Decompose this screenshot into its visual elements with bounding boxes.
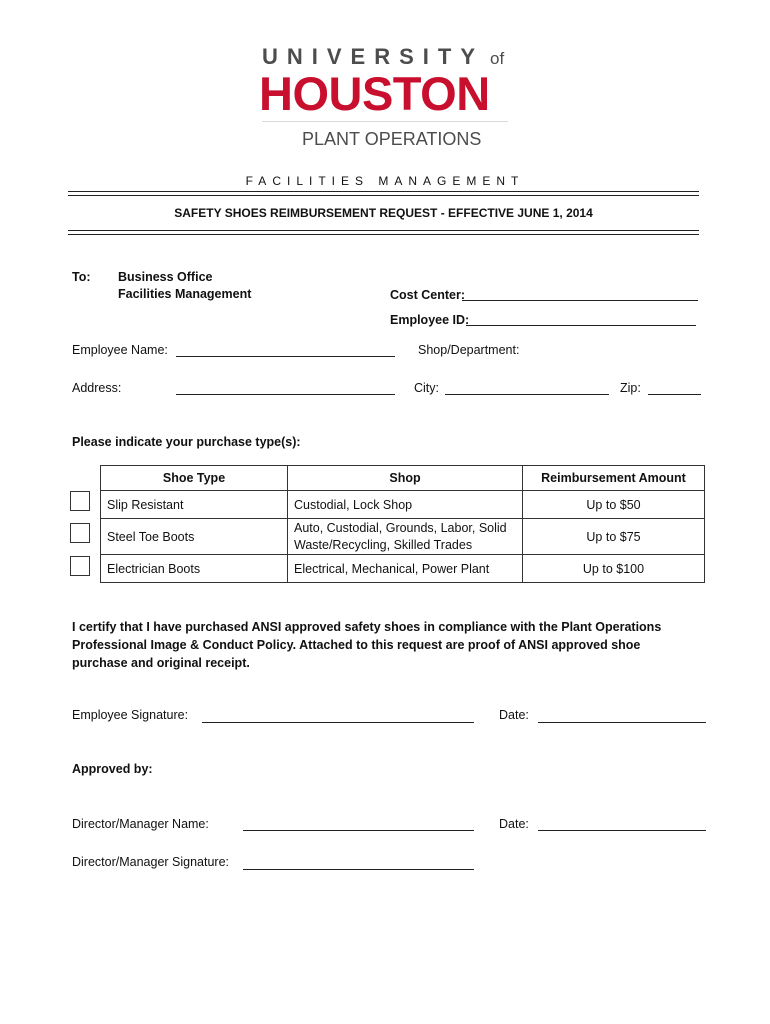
title-rule-top: [68, 191, 699, 196]
city-field[interactable]: [445, 394, 609, 395]
row-shop: Auto, Custodial, Grounds, Labor, Solid Waste/Recycling, Skilled Trades: [288, 519, 523, 555]
electrician-boots-checkbox[interactable]: [70, 556, 90, 576]
employee-name-field[interactable]: [176, 356, 395, 357]
title-rule-bottom: [68, 230, 699, 235]
table-row: [101, 491, 705, 519]
address-label: Address:: [72, 381, 122, 395]
director-name-label: Director/Manager Name:: [72, 817, 209, 831]
header-reimbursement-amount: Reimbursement Amount: [523, 466, 705, 491]
director-signature-label: Director/Manager Signature:: [72, 855, 230, 869]
cost-center-field[interactable]: [462, 300, 698, 301]
approved-by-label: Approved by:: [72, 762, 153, 776]
to-line-1: Business Office: [118, 270, 213, 284]
row-shop: Electrical, Mechanical, Power Plant: [288, 555, 523, 583]
header-shoe-type: Shoe Type: [101, 466, 288, 491]
table-row: [101, 519, 705, 555]
steel-toe-boots-checkbox[interactable]: [70, 523, 90, 543]
department-heading: FACILITIES MANAGEMENT: [245, 174, 525, 188]
shop-department-label: Shop/Department:: [418, 343, 520, 357]
employee-date-label: Date:: [499, 708, 529, 722]
employee-name-label: Employee Name:: [72, 343, 168, 357]
city-label: City:: [414, 381, 439, 395]
zip-label: Zip:: [620, 381, 641, 395]
row-amount: Up to $100: [523, 555, 705, 583]
row-shoe-type: Slip Resistant: [101, 491, 288, 519]
certification-statement: I certify that I have purchased ANSI approved safety shoes in compliance with the Plant Operations Professional Image & Conduct Policy. Attached to this request are proof of ANSI approved shoe purchase and original receipt.: [72, 620, 662, 670]
header-shop: Shop: [288, 466, 523, 491]
director-date-label: Date:: [499, 817, 529, 831]
to-label: To:: [72, 270, 91, 284]
form-title: SAFETY SHOES REIMBURSEMENT REQUEST - EFFECTIVE JUNE 1, 2014: [174, 206, 593, 220]
employee-id-label: Employee ID:: [390, 313, 470, 327]
director-name-field[interactable]: [243, 830, 474, 831]
employee-signature-label: Employee Signature:: [72, 708, 189, 722]
logo-houston-text: HOUSTON: [259, 67, 490, 120]
shoe-type-table: [100, 465, 705, 583]
employee-id-field[interactable]: [466, 325, 696, 326]
director-signature-field[interactable]: [243, 869, 474, 870]
logo-university-text: UNIVERSITY of: [262, 44, 505, 69]
address-field[interactable]: [176, 394, 395, 395]
table-row: [101, 555, 705, 583]
employee-signature-field[interactable]: [202, 722, 474, 723]
logo-of-text: of: [490, 49, 505, 68]
zip-field[interactable]: [648, 394, 701, 395]
logo-divider: [262, 121, 508, 122]
slip-resistant-checkbox[interactable]: [70, 491, 90, 511]
purchase-prompt: Please indicate your purchase type(s):: [72, 435, 301, 449]
cost-center-label: Cost Center:: [390, 288, 466, 302]
row-amount: Up to $75: [523, 519, 705, 555]
director-date-field[interactable]: [538, 830, 706, 831]
table-header-row: [101, 466, 705, 491]
employee-date-field[interactable]: [538, 722, 706, 723]
row-shoe-type: Steel Toe Boots: [101, 519, 288, 555]
row-shoe-type: Electrician Boots: [101, 555, 288, 583]
row-amount: Up to $50: [523, 491, 705, 519]
to-line-2: Facilities Management: [118, 287, 252, 301]
row-shop: Custodial, Lock Shop: [288, 491, 523, 519]
logo-plant-operations-text: PLANT OPERATIONS: [302, 129, 482, 149]
